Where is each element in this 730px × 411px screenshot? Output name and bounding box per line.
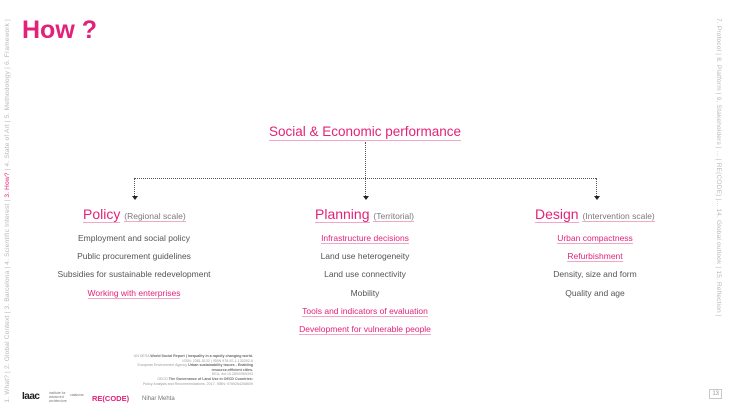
list-item xyxy=(275,305,455,323)
connector-mid xyxy=(365,178,366,196)
planning-heading xyxy=(315,206,414,222)
list-item xyxy=(44,268,224,286)
left_nav-item[interactable]: 3. How? xyxy=(4,172,11,199)
list-item-text: Land use connectivity xyxy=(324,269,406,280)
ref2-title: Urban sustainability issues - Enabling resource-efficient cities. xyxy=(188,363,253,372)
left_nav-item[interactable]: 6. Framework | xyxy=(4,19,11,66)
list-item-text: Public procurement guidelines xyxy=(77,251,191,262)
right_nav-item[interactable]: 9. Stakeholders | xyxy=(715,96,722,149)
planning-title: Planning xyxy=(315,206,370,222)
list-item-text: Density, size and form xyxy=(553,269,637,280)
right_nav-item[interactable]: ... | RE(CODE) |... xyxy=(715,150,722,207)
author-name: Nihar Mehta xyxy=(142,396,175,402)
left_nav-item[interactable]: 2. Global Context | xyxy=(4,311,11,370)
arrow-down-icon xyxy=(363,196,369,200)
list-item xyxy=(275,323,455,341)
left_nav-item[interactable]: 5. Methodology | xyxy=(4,67,11,119)
ref2-detail: EEA, doi:10.2800/969393 xyxy=(212,372,253,377)
policy-list xyxy=(44,232,224,305)
list-item xyxy=(505,287,685,305)
planning-list xyxy=(275,232,455,341)
right-section-nav xyxy=(715,18,722,317)
list-item-text: Development for vulnerable people xyxy=(299,323,431,334)
right_nav-item[interactable]: 7. Protocol | xyxy=(715,18,722,56)
list-item xyxy=(44,232,224,250)
left_nav-item[interactable]: 1. What? | xyxy=(4,371,11,403)
list-item-text: Subsidies for sustainable redevelopment xyxy=(57,269,211,280)
right_nav-item[interactable]: 15. Reflection | xyxy=(715,270,722,317)
list-item xyxy=(505,232,685,250)
ref3-author: OECD xyxy=(157,376,168,381)
design-heading xyxy=(535,206,655,222)
list-item-text: Mobility xyxy=(350,287,380,298)
left-section-nav xyxy=(4,19,11,403)
list-item xyxy=(44,287,224,305)
list-item xyxy=(275,232,455,250)
list-item xyxy=(44,250,224,268)
ref3-detail: Policy Analysis and Recommendations, 2017. ISBN: 9789264268609 xyxy=(142,381,253,386)
ref1-title: World Social Report | Inequality in a rapidly changing world. xyxy=(150,354,253,358)
list-item xyxy=(275,287,455,305)
policy-heading xyxy=(83,206,186,222)
main-heading-text: Social & Economic performance xyxy=(268,124,462,139)
list-item-text: Tools and indicators of evaluation xyxy=(302,305,428,316)
list-item xyxy=(505,250,685,268)
connector-right xyxy=(596,178,597,196)
connector-left xyxy=(134,178,135,196)
policy-scale: (Regional scale) xyxy=(124,211,186,221)
ref3-title: The Governance of Land Use in OECD Countries: xyxy=(168,376,253,381)
arrow-down-icon xyxy=(594,196,600,200)
list-item xyxy=(275,250,455,268)
policy-title: Policy xyxy=(83,206,121,222)
planning-scale: (Territorial) xyxy=(373,211,415,221)
ref1-author: UN DESA xyxy=(133,354,150,358)
iaac-logo: Iaac xyxy=(22,391,40,402)
iaac-logo-location: catalonia xyxy=(70,393,84,397)
list-item-text: Quality and age xyxy=(565,287,625,298)
list-item-text: Urban compactness xyxy=(557,233,633,243)
ref1-detail: ISSN: 2381-5132 | ISBN 978-92-1-130392-6 xyxy=(182,358,253,363)
main-heading xyxy=(0,124,730,139)
references xyxy=(128,354,253,386)
list-item-text: Refurbishment xyxy=(567,251,623,262)
recode-logo: RE(CODE) xyxy=(92,394,130,403)
slide-title: How ? xyxy=(22,16,97,44)
left_nav-item[interactable]: | 4. State of Art | xyxy=(4,120,11,171)
list-item xyxy=(505,268,685,286)
ref2-author: European Environment Agency xyxy=(137,363,188,368)
list-item-text: Working with enterprises xyxy=(87,287,181,298)
right_nav-item[interactable]: 14. Global outlook | xyxy=(715,208,722,269)
iaac-logo-subtitle: institute for advanced architecture xyxy=(49,391,67,403)
list-item-text: Land use heterogeneity xyxy=(320,251,410,262)
left_nav-item[interactable]: 3. Barcelona | xyxy=(4,267,11,310)
list-item xyxy=(275,268,455,286)
design-title: Design xyxy=(535,206,579,222)
page-number: 13 xyxy=(709,389,722,399)
left_nav-item[interactable]: 4. Scientific Interest | xyxy=(4,200,11,266)
list-item-text: Employment and social policy xyxy=(78,233,190,243)
list-item-text: Infrastructure decisions xyxy=(321,233,409,243)
connector-trunk xyxy=(365,142,366,178)
design-list xyxy=(505,232,685,305)
arrow-down-icon xyxy=(132,196,138,200)
design-scale: (Intervention scale) xyxy=(582,211,655,221)
right_nav-item[interactable]: 8. Platform | xyxy=(715,57,722,95)
